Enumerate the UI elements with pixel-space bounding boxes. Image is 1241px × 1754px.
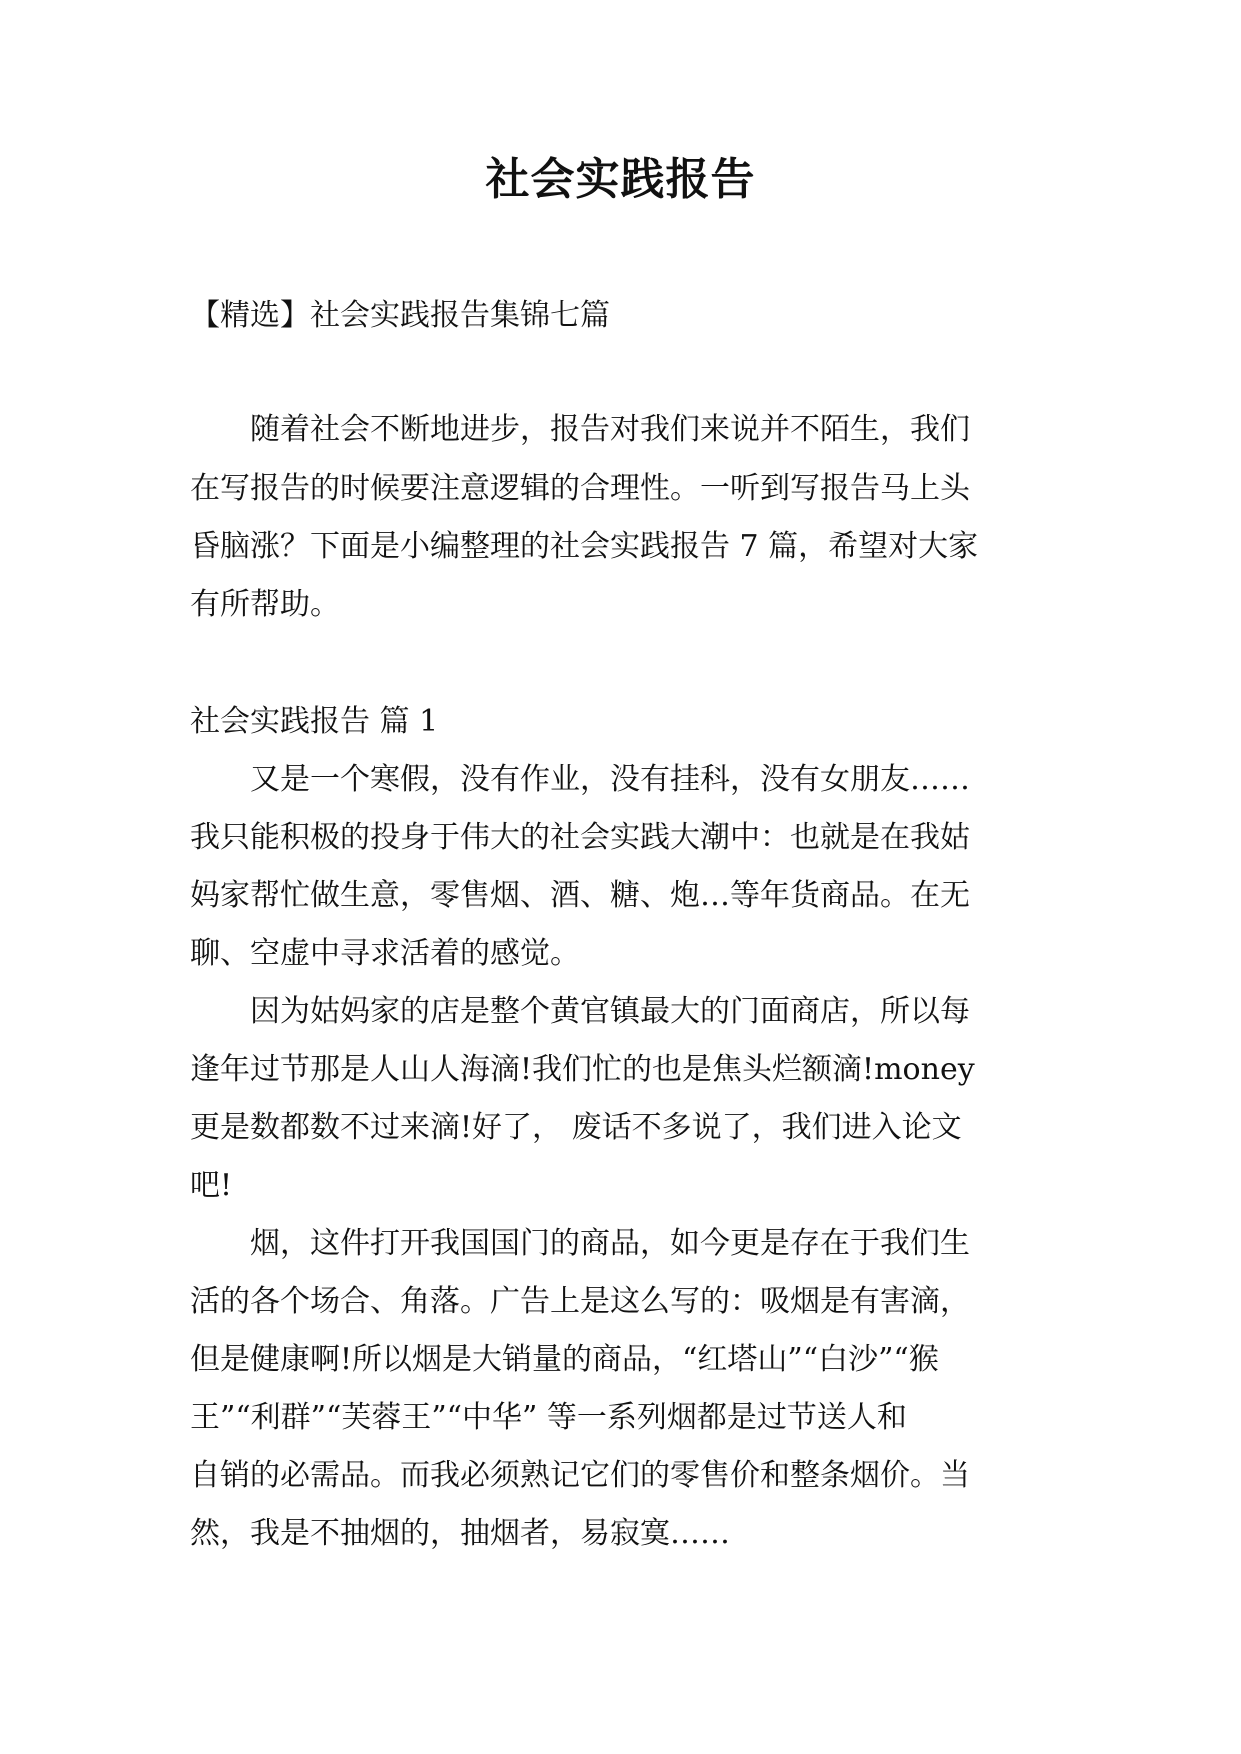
body-line: 烟，这件打开我国国门的商品，如今更是存在于我们生	[190, 1226, 970, 1261]
intro-line: 随着社会不断地进步，报告对我们来说并不陌生，我们	[190, 412, 970, 447]
body-line: 活的各个场合、角落。广告上是这么写的：吸烟是有害滴，	[190, 1284, 970, 1319]
body-line: 因为姑妈家的店是整个黄官镇最大的门面商店，所以每	[190, 994, 970, 1029]
intro-line: 昏脑涨？下面是小编整理的社会实践报告 7 篇，希望对大家	[190, 529, 979, 564]
document-title: 社会实践报告	[485, 154, 756, 205]
section-heading: 社会实践报告 篇 1	[190, 704, 439, 739]
body-line: 妈家帮忙做生意，零售烟、酒、糖、炮…等年货商品。在无	[190, 878, 970, 913]
intro-line: 在写报告的时候要注意逻辑的合理性。一听到写报告马上头	[190, 471, 970, 506]
body-line: 又是一个寒假，没有作业，没有挂科，没有女朋友……	[190, 762, 970, 797]
body-line: 然，我是不抽烟的，抽烟者，易寂寞……	[190, 1516, 730, 1551]
body-line: 我只能积极的投身于伟大的社会实践大潮中：也就是在我姑	[190, 820, 970, 855]
body-line: 王”“利群”“芙蓉王”“中华” 等一系列烟都是过节送人和	[190, 1400, 907, 1435]
body-line: 但是健康啊!所以烟是大销量的商品，“红塔山”“白沙”“猴	[190, 1342, 939, 1377]
body-line: 逢年过节那是人山人海滴!我们忙的也是焦头烂额滴!money	[190, 1052, 975, 1087]
body-line: 更是数都数不过来滴!好了， 废话不多说了，我们进入论文	[190, 1110, 962, 1145]
body-line: 吧!	[190, 1168, 233, 1203]
body-line: 自销的必需品。而我必须熟记它们的零售价和整条烟价。当	[190, 1458, 970, 1493]
intro-line: 有所帮助。	[190, 587, 340, 622]
body-line: 聊、空虚中寻求活着的感觉。	[190, 936, 580, 971]
document-subtitle: 【精选】社会实践报告集锦七篇	[190, 298, 610, 333]
